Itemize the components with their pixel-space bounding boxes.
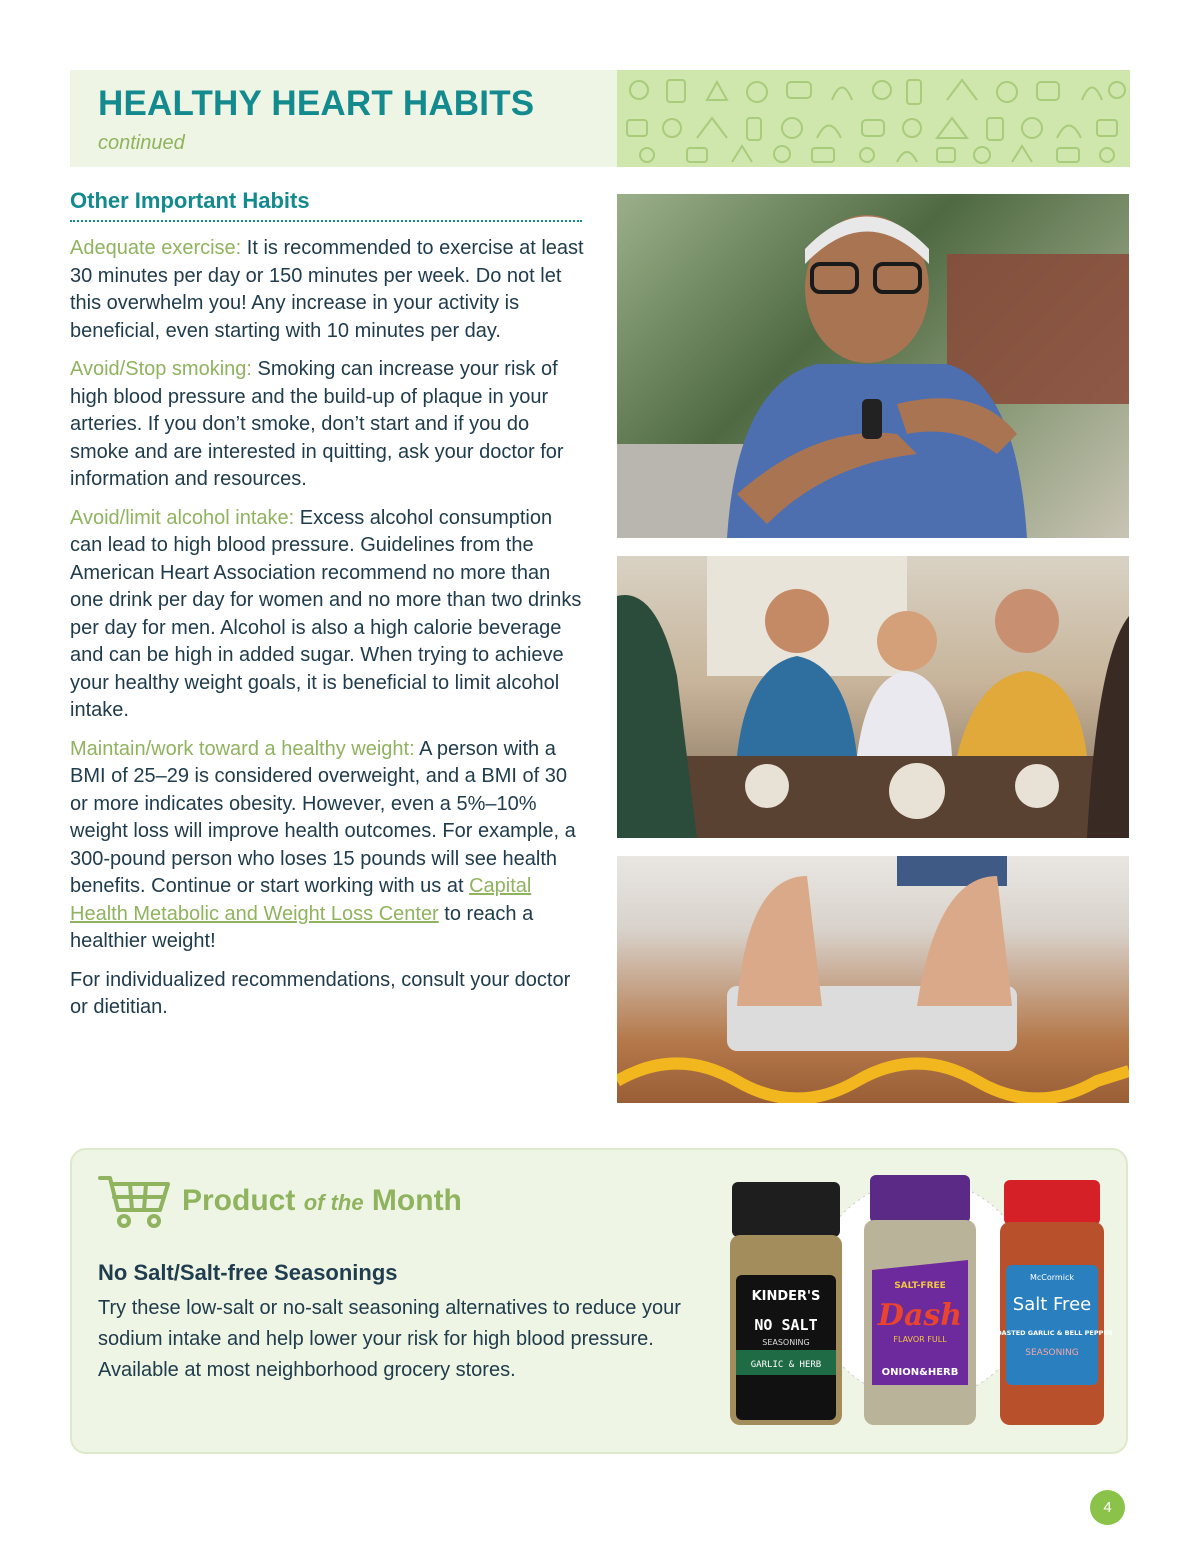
- text-weight-after: to reach a healthier weight!: [70, 902, 534, 952]
- mccormick-line1: Salt Free: [1012, 1294, 1092, 1315]
- page-title: HEALTHY HEART HABITS: [98, 84, 535, 123]
- paragraph-smoking: [70, 356, 585, 494]
- seasoning-jars-image: [722, 1170, 1117, 1435]
- product-of-month-title: [182, 1184, 462, 1218]
- mccormick-brand: McCormick: [1030, 1273, 1074, 1282]
- photo-feet-on-scale: [617, 856, 1129, 1103]
- title-product: Product: [182, 1184, 296, 1217]
- kinders-brand: KINDER'S: [751, 1289, 821, 1304]
- section-heading: Other Important Habits: [70, 188, 582, 222]
- text-exercise: It is recommended to exercise at least 30 minutes per day or 150 minutes per week. Do not let this overwhelm you! Any increase in your activity is beneficial, even starting with 10 minutes per day.: [70, 237, 584, 342]
- dash-jar: [864, 1175, 976, 1425]
- mccormick-line2: ROASTED GARLIC & BELL PEPPER: [991, 1329, 1113, 1337]
- habits-text: [70, 235, 585, 1033]
- paragraph-alcohol: [70, 505, 585, 725]
- lead-alcohol: Avoid/limit alcohol intake:: [70, 506, 295, 529]
- lead-weight: Maintain/work toward a healthy weight:: [70, 737, 415, 760]
- page-subtitle: continued: [98, 132, 185, 154]
- text-smoking: Smoking can increase your risk of high blood pressure and the build-up of plaque in your arteries. If you don’t smoke, don’t start and if you do smoke and are interested in quitting, ask your doctor for information and resources.: [70, 358, 564, 490]
- weight-loss-center-link[interactable]: Capital Health Metabolic and Weight Loss Center: [70, 875, 532, 925]
- photo-man-checking-watch: [617, 194, 1129, 538]
- kinders-jar: [730, 1182, 842, 1425]
- fitness-icon-pattern: [617, 70, 1130, 167]
- lead-exercise: Adequate exercise:: [70, 237, 242, 259]
- kinders-line2: SEASONING: [762, 1338, 810, 1347]
- dash-flavor: ONION&HERB: [881, 1367, 959, 1378]
- photo1-illustration: [617, 194, 1129, 538]
- photo3-illustration: [617, 856, 1129, 1103]
- text-alcohol: Excess alcohol consumption can lead to high blood pressure. Guidelines from the American Heart Association recommend no more than one drink per day for women and no more than two drinks per day for men. Alcohol is also a high calorie beverage and can be high in added sugar. When trying to achieve your healthy weight goals, it is beneficial to limit alcohol intake.: [70, 506, 582, 721]
- text-weight: A person with a BMI of 25–29 is considered overweight, and a BMI of 30 or more indicates obesity. However, even a 5%–10% weight loss will improve health outcomes. For example, a 300-pound person who loses 15 pounds will see health benefits. Continue or start working with us at: [70, 737, 576, 897]
- dash-line1: SALT-FREE: [894, 1281, 946, 1291]
- pattern-icons: [617, 70, 1130, 167]
- mccormick-flavor: SEASONING: [1025, 1348, 1079, 1358]
- paragraph-closing: For individualized recommendations, consult your doctor or dietitian.: [70, 968, 571, 1018]
- dash-line2: FLAVOR FULL: [893, 1335, 947, 1344]
- dash-brand: Dash: [877, 1298, 963, 1333]
- kinders-line1: NO SALT: [754, 1316, 818, 1334]
- paragraph-exercise: [70, 235, 585, 345]
- title-month: Month: [371, 1184, 462, 1217]
- page-number: 4: [1090, 1490, 1125, 1525]
- lead-smoking: Avoid/Stop smoking:: [70, 358, 252, 380]
- paragraph-weight: [70, 736, 585, 956]
- photo2-illustration: [617, 556, 1129, 838]
- header-banner: [70, 70, 1130, 167]
- photo-friends-dinner: [617, 556, 1129, 838]
- mccormick-jar: [991, 1180, 1113, 1425]
- product-heading: No Salt/Salt-free Seasonings: [98, 1260, 398, 1285]
- kinders-flavor: GARLIC & HERB: [750, 1360, 822, 1370]
- product-of-the-month: [70, 1148, 1128, 1454]
- title-of-the: of the: [303, 1190, 364, 1215]
- shopping-cart-icon: [98, 1172, 172, 1230]
- product-description: Try these low-salt or no-salt seasoning alternatives to reduce your sodium intake and help lower your risk for high blood pressure. Available at most neighborhood grocery stores.: [98, 1297, 681, 1381]
